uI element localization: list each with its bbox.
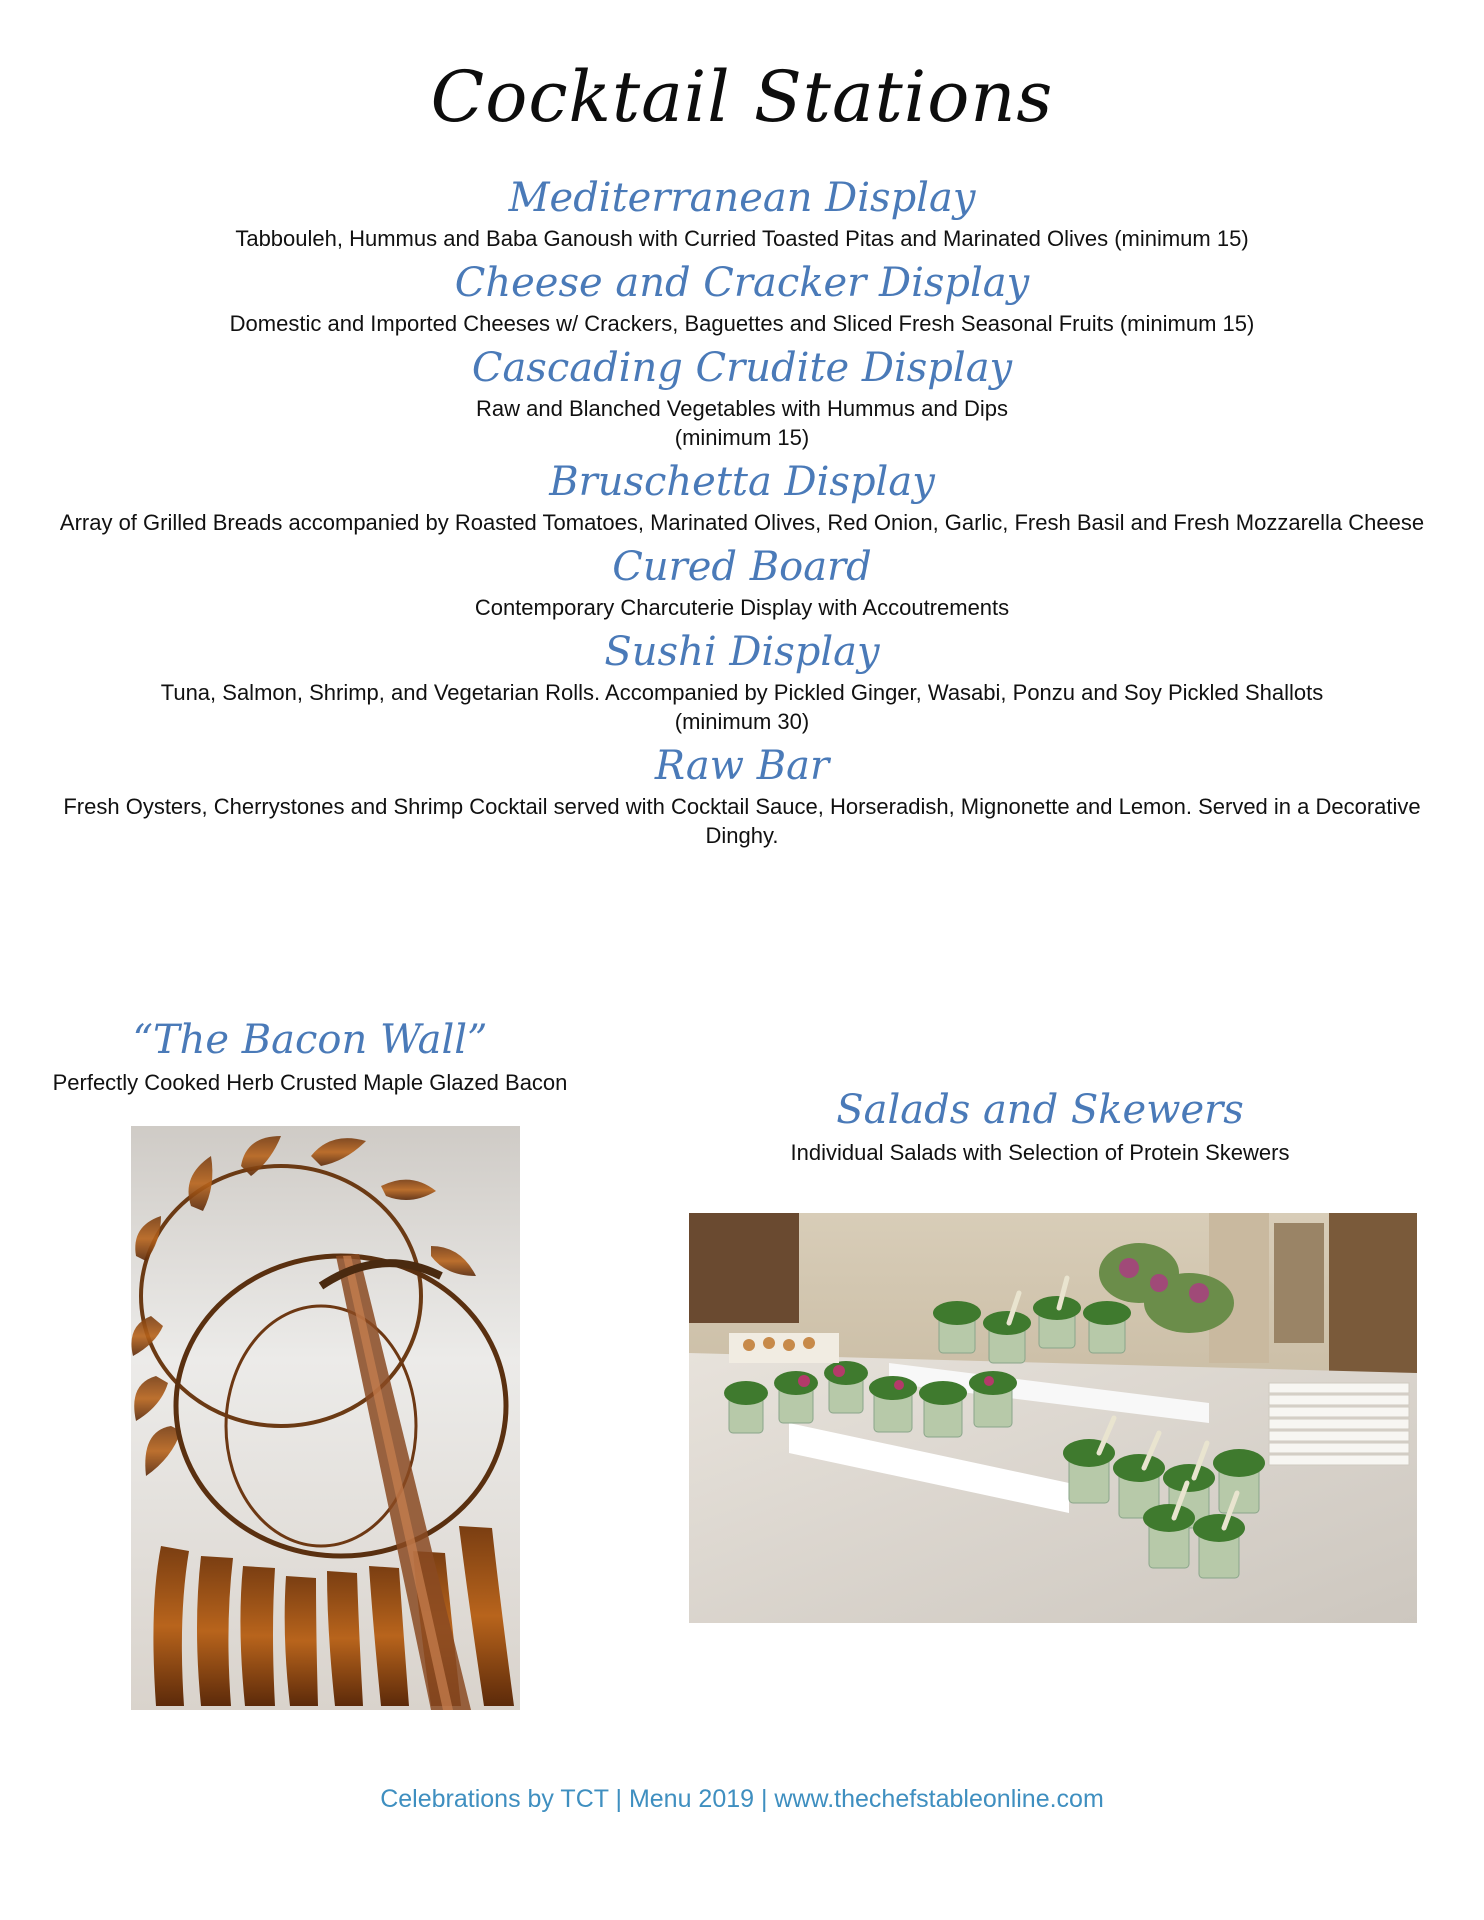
- station-heading: Mediterranean Display: [508, 175, 976, 221]
- station-heading: Cheese and Cracker Display: [454, 260, 1030, 306]
- page-title: Cocktail Stations: [430, 56, 1054, 138]
- bacon-wall-heading: “The Bacon Wall”: [132, 1017, 488, 1063]
- station-description: Tabbouleh, Hummus and Baba Ganoush with Curried Toasted Pitas and Marinated Olives (minimum 15): [235, 226, 1249, 251]
- stations-list: [50, 172, 1434, 854]
- footer: Celebrations by TCT | Menu 2019 | www.thechefstableonline.com: [380, 1785, 1104, 1813]
- bacon-wall-photo: [131, 1126, 520, 1710]
- station-heading: Cured Board: [612, 544, 872, 590]
- station-heading: Raw Bar: [654, 743, 830, 789]
- station-sushi: [50, 626, 1434, 736]
- station-heading: Sushi Display: [604, 629, 880, 675]
- station-cheese: [50, 257, 1434, 338]
- station-description-minimum: (minimum 30): [674, 709, 810, 734]
- station-description: Domestic and Imported Cheeses w/ Crackers, Baguettes and Sliced Fresh Seasonal Fruits (minimum 15): [229, 311, 1255, 336]
- salads-heading: Salads and Skewers: [836, 1087, 1244, 1133]
- station-description: Contemporary Charcuterie Display with Accoutrements: [474, 595, 1010, 620]
- salads-image: [689, 1213, 1417, 1623]
- station-heading: Bruschetta Display: [549, 459, 935, 505]
- station-heading: Cascading Crudite Display: [471, 345, 1013, 391]
- station-description-minimum: (minimum 15): [674, 425, 810, 450]
- bacon-wall-section: [30, 1012, 590, 1098]
- station-bruschetta: [50, 456, 1434, 537]
- bacon-wall-image: [131, 1126, 520, 1710]
- station-description: Tuna, Salmon, Shrimp, and Vegetarian Rolls. Accompanied by Pickled Ginger, Wasabi, Ponzu and Soy Pickled Shallots: [160, 680, 1324, 705]
- station-mediterranean: [50, 172, 1434, 253]
- bacon-wall-description: Perfectly Cooked Herb Crusted Maple Glazed Bacon: [52, 1070, 568, 1095]
- salads-description: Individual Salads with Selection of Protein Skewers: [790, 1140, 1290, 1165]
- station-crudite: [50, 342, 1434, 452]
- salads-section: [740, 1082, 1340, 1168]
- station-raw-bar: [50, 740, 1434, 850]
- station-cured-board: [50, 541, 1434, 622]
- station-description: Array of Grilled Breads accompanied by Roasted Tomatoes, Marinated Olives, Red Onion, Garlic, Fresh Basil and Fresh Mozzarella Cheese: [59, 510, 1425, 535]
- station-description: Raw and Blanched Vegetables with Hummus and Dips: [476, 396, 1008, 421]
- station-description: Fresh Oysters, Cherrystones and Shrimp Cocktail served with Cocktail Sauce, Horseradish, Mignonette and Lemon. Served in a Decorative Dinghy.: [63, 794, 1421, 848]
- salads-photo: [689, 1213, 1417, 1623]
